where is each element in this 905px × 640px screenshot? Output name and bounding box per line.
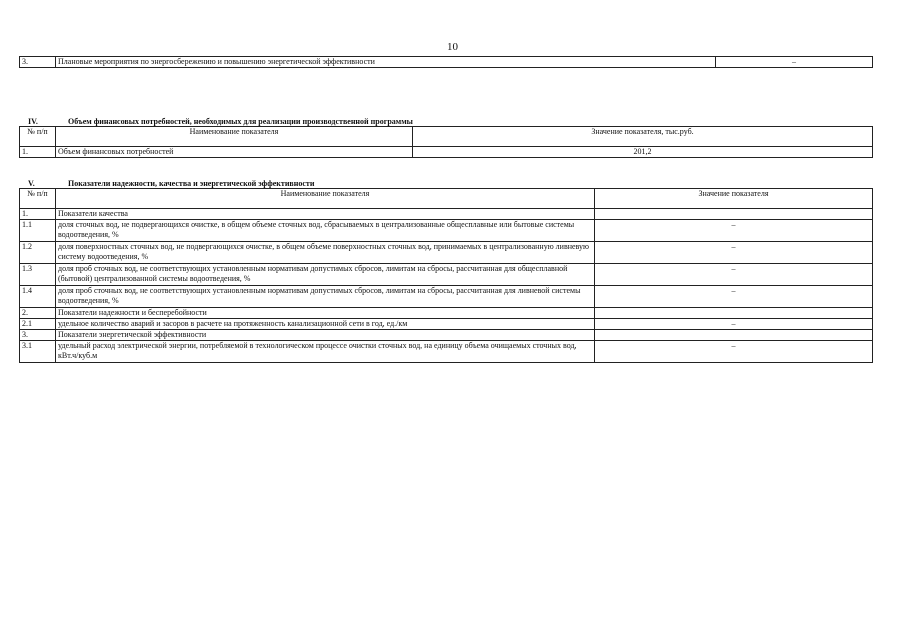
row-number: 1.3	[20, 264, 56, 286]
row-number: 2.	[20, 308, 56, 319]
row-value	[595, 308, 873, 319]
table-row	[20, 264, 873, 286]
table-row	[20, 220, 873, 242]
header-value: Значение показателя	[595, 189, 873, 209]
row-name: Плановые мероприятия по энергосбережению и повышению энергетической эффективности	[56, 57, 716, 68]
row-number: 3.1	[20, 341, 56, 363]
section-roman-numeral: IV.	[28, 117, 38, 126]
table-row	[20, 330, 873, 341]
header-name: Наименование показателя	[56, 189, 595, 209]
row-name: удельное количество аварий и засоров в расчете на протяженность канализационной сети в год, ед./км	[56, 319, 595, 330]
section-title	[28, 117, 413, 126]
row-number: 1.1	[20, 220, 56, 242]
row-value: –	[595, 286, 873, 308]
row-name: Показатели энергетической эффективности	[56, 330, 595, 341]
row-name: доля сточных вод, не подвергающихся очистке, в общем объеме сточных вод, сбрасываемых в централизованные общесплавные или бытовые системы водоотведения, %	[56, 220, 595, 242]
row-name: Объем финансовых потребностей	[56, 147, 413, 158]
row-value: –	[595, 341, 873, 363]
financial-needs-table	[19, 126, 873, 158]
row-number: 3.	[20, 330, 56, 341]
table-header-row	[20, 189, 873, 209]
table-row	[20, 209, 873, 220]
row-value: –	[716, 57, 873, 68]
row-value: –	[595, 264, 873, 286]
row-value: –	[595, 319, 873, 330]
table-row	[20, 308, 873, 319]
header-value: Значение показателя, тыс.руб.	[413, 127, 873, 147]
row-number: 3.	[20, 57, 56, 68]
row-number: 1.2	[20, 242, 56, 264]
reliability-quality-table	[19, 188, 873, 363]
row-number: 1.4	[20, 286, 56, 308]
page-number: 10	[447, 41, 458, 53]
header-name: Наименование показателя	[56, 127, 413, 147]
row-value: 201,2	[413, 147, 873, 158]
table-section3-tail	[19, 56, 873, 68]
row-value	[595, 330, 873, 341]
row-value: –	[595, 220, 873, 242]
row-name: доля поверхностных сточных вод, не подвергающихся очистке, в общем объеме поверхностных сточных вод, принимаемых в централизованную ливневую систему водоотведения, %	[56, 242, 595, 264]
table-row	[20, 286, 873, 308]
section-roman-numeral: V.	[28, 179, 35, 188]
section-title-text: Объем финансовых потребностей, необходимых для реализации производственной программы	[68, 117, 413, 126]
row-number: 1.	[20, 209, 56, 220]
header-num: № п/п	[20, 189, 56, 209]
table-row	[20, 57, 873, 68]
header-num: № п/п	[20, 127, 56, 147]
row-value: –	[595, 242, 873, 264]
row-name: доля проб сточных вод, не соответствующих установленным нормативам допустимых сбросов, лимитам на сбросы, рассчитанная для общесплавной (бытовой) централизованной системы водоотведения, %	[56, 264, 595, 286]
row-name: доля проб сточных вод, не соответствующих установленным нормативам допустимых сбросов, лимитам на сбросы, рассчитанная для ливневой системы водоотведения, %	[56, 286, 595, 308]
row-name: Показатели надежности и бесперебойности	[56, 308, 595, 319]
row-number: 2.1	[20, 319, 56, 330]
table-row	[20, 147, 873, 158]
row-number: 1.	[20, 147, 56, 158]
row-name: удельный расход электрической энергии, потребляемой в технологическом процессе очистки сточных вод, на единицу объема очищаемых сточных вод, кВт.ч/куб.м	[56, 341, 595, 363]
row-value	[595, 209, 873, 220]
table-row	[20, 341, 873, 363]
section-title-text: Показатели надежности, качества и энергетической эффективности	[68, 179, 315, 188]
table-header-row	[20, 127, 873, 147]
row-name: Показатели качества	[56, 209, 595, 220]
table-row	[20, 319, 873, 330]
section-title	[28, 179, 314, 188]
table-row	[20, 242, 873, 264]
